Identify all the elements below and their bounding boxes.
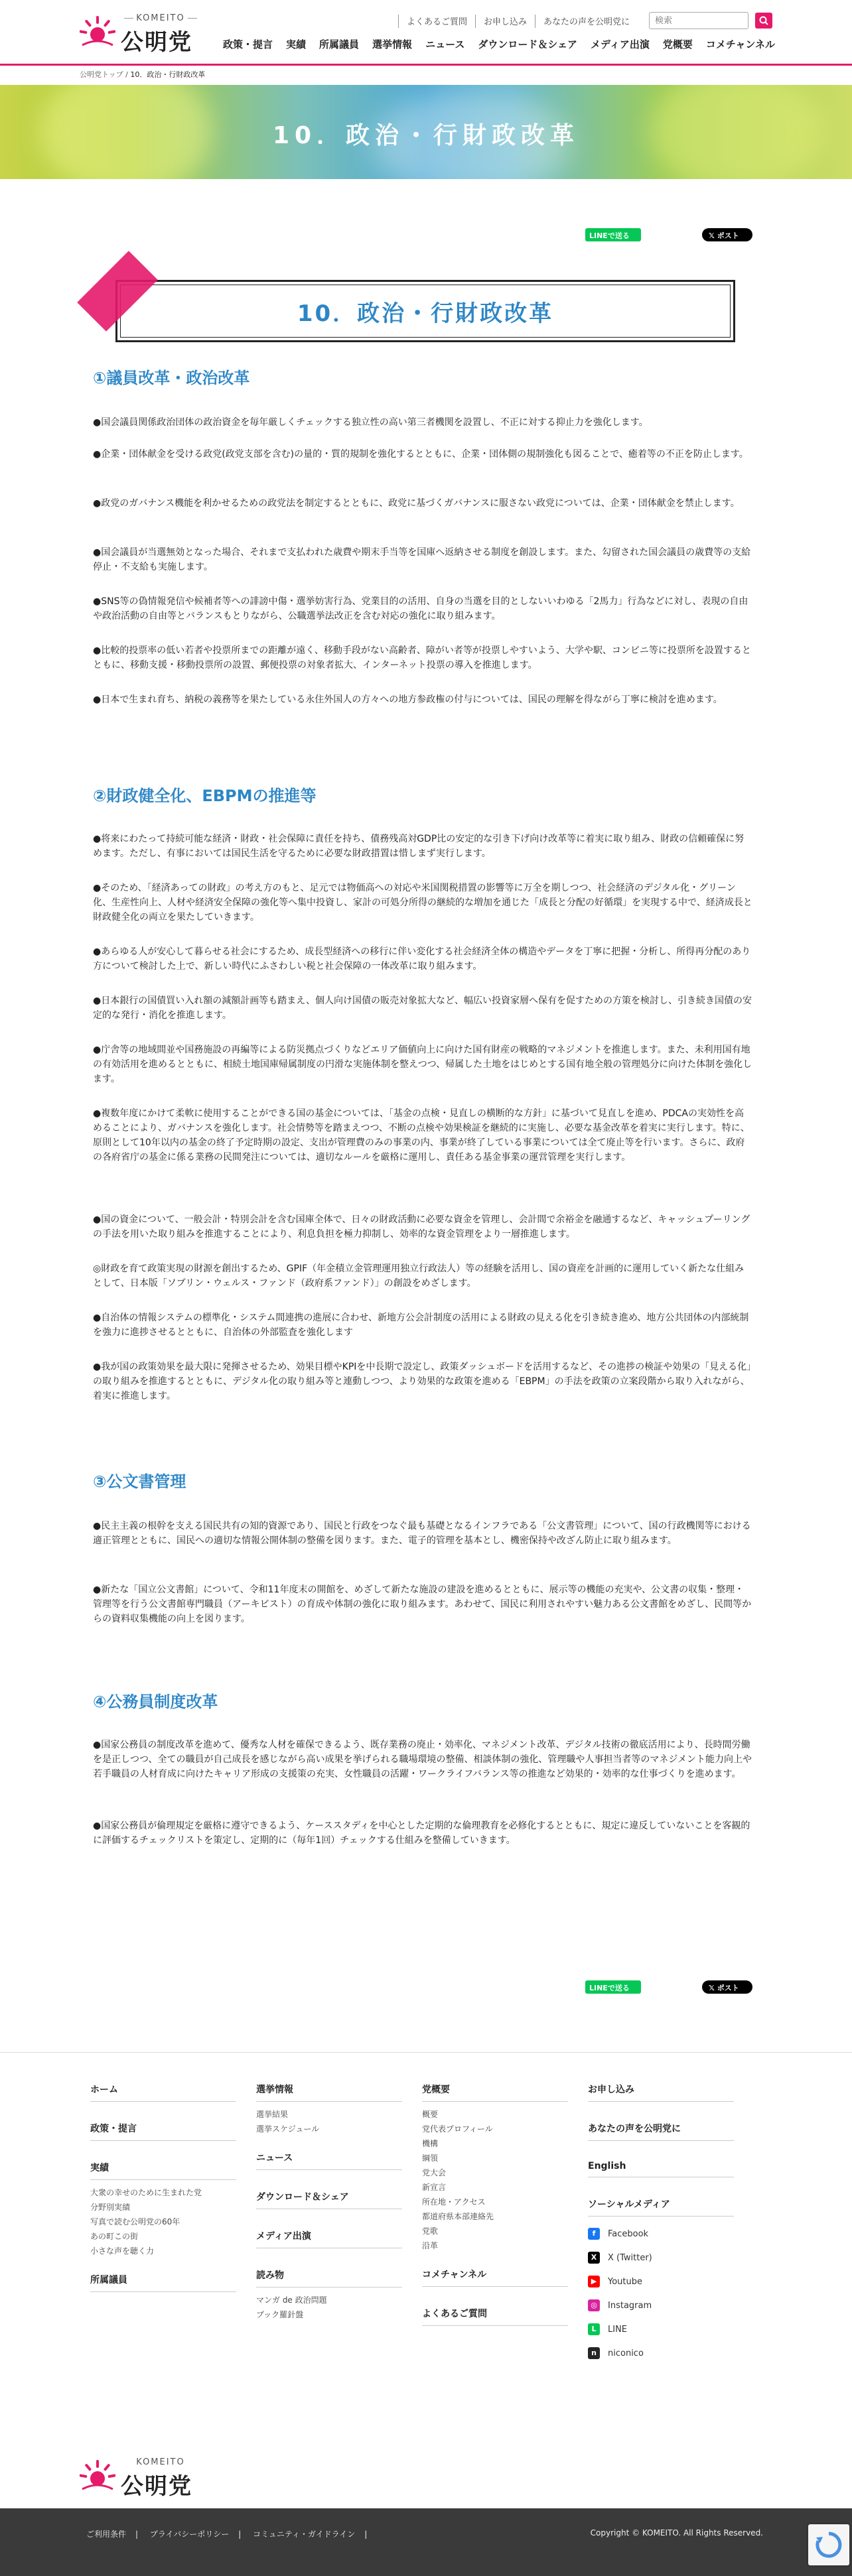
link-terms[interactable]: ご利用条件 (86, 2530, 127, 2539)
paragraph: ●新たな「国立公文書館」について、令和11年度末の開館を、めざして新たな施設の建設を進めるとともに、展示等の機能の充実や、公文書の収集・整理・管理等を行う公文書館専門職員（アーキビスト）の育成や体制の強化に取り組みます。あわせて、国民に利用されやすい魅力ある公文書館をめざし、民間等からの資料収集機能の向上を図ります。 (93, 1584, 752, 1624)
paragraph: ●庁舎等の地域間並や国務施設の再編等による防災拠点づくりなどエリア価値向上に向けた国有財産の戦略的マネジメントを推進します。また、未利用国有地の有効活用を進めるとともに、相続土地国庫帰属制度の円滑な実施体制を整えつつ、帰属した土地をはじめとする国有地全般の管理処分に向けた体制を強化します。 (93, 1045, 752, 1084)
link-community[interactable]: コミュニティ・ガイドライン (253, 2530, 356, 2539)
social-instagram[interactable] (588, 2293, 734, 2317)
social-x[interactable] (588, 2246, 734, 2270)
footer-col-2 (256, 2083, 402, 2322)
logo-english: KOMEITO (136, 2457, 185, 2467)
footer-sublink[interactable]: 機構 (422, 2139, 439, 2148)
paragraph: ●国家公務員が倫理規定を厳格に遵守できるよう、ケーススタディを中心とした定期的な倫理教育を必修化するとともに、規定に違反していないことを客観的に評価するチェックリストを策定し、定期的に（毎年1回）チェックする仕組みを整備していきます。 (93, 1821, 750, 1846)
paragraph: ●日本で生まれ育ち、納税の義務等を果たしている永住外国人の方々への地方参政権の付与については、国民の理解を得ながら丁寧に検討を進めます。 (93, 694, 723, 705)
paragraph: ●比較的投票率の低い若者や投票所までの距離が遠く、移動手段がない高齢者、障がい者等が投票しやすいよう、大学や駅、コンビニ等に投票所を設置するとともに、移動支援・移動投票所の設置、郵便投票の対象者拡大、インターネット投票の導入を推進します。 (93, 645, 751, 671)
x-post-button[interactable] (702, 1980, 752, 1994)
search-button[interactable] (755, 13, 772, 29)
paragraph: ●あらゆる人が安心して暮らせる社会にするため、成長型経済への移行に伴い変化する社会経済全体の構造やデータを丁寧に把握・分析し、所得再分配のあり方について検討した上で、新しい時代にふさわしい税と社会保障の一体改革に取り組みます。 (93, 946, 751, 972)
logo-english: KOMEITO (121, 13, 200, 23)
footer-sublink[interactable]: 党歌 (422, 2226, 439, 2236)
logo-japanese: 公明党 (121, 29, 192, 56)
footer-sublink[interactable]: 党代表プロフィール (422, 2124, 493, 2134)
paragraph: ●国の資金について、一般会計・特別会計を含む国庫全体で、日々の財政活動に必要な資金を管理し、会計間で余裕金を融通するなど、キャッシュプーリングの手法を用いた取り組みを推進することにより、利息負担を極力抑制し、効率的な資金管理をより一層推進します。 (93, 1214, 750, 1240)
footer-link-election[interactable]: 選挙情報 (256, 2083, 402, 2102)
paragraph: ●国家公務員の制度改革を進めて、優秀な人材を確保できるよう、既存業務の廃止・効率化、マネジメント改革、デジタル技術の徹底活用により、長時間労働を是正しつつ、全ての職員が自己成長を感じながら高い成果を挙げられる職場環境の整備、相談体制の強化、管理職や人事担当者等のマネジメント能力向上や若手職員の人材育成に向けたキャリア形成の支援策の充実、女性職員の活躍・ワークライフバランス等の推進など効果的・効率的な仕事づくりを進めます。 (93, 1740, 752, 1779)
instagram-icon: ◎ (588, 2299, 600, 2311)
footer-col-1 (90, 2083, 236, 2297)
header-divider (0, 64, 852, 66)
social-label: X (Twitter) (608, 2252, 652, 2263)
footer-sublink[interactable]: 綱領 (422, 2154, 439, 2163)
footer-sublink[interactable]: 選挙結果 (256, 2110, 289, 2119)
paragraph: ●国会議員関係政治団体の政治資金を毎年厳しくチェックする独立性の高い第三者機関を設置し、不正に対する抑止力を強化します。 (93, 417, 648, 428)
social-niconico[interactable] (588, 2341, 734, 2365)
logo-japanese: 公明党 (121, 2473, 192, 2500)
section-heading-2: ②財政健全化、EBPMの推進等 (93, 787, 317, 805)
link-privacy[interactable]: プライバシーポリシー (149, 2530, 230, 2539)
footer-sublink[interactable]: 党大会 (422, 2168, 447, 2177)
footer-link-reading[interactable]: 読み物 (256, 2268, 402, 2287)
nav-achievements[interactable]: 実績 (286, 38, 307, 50)
section-heading-3: ③公文書管理 (93, 1472, 186, 1491)
paragraph: ●政党のガバナンス機能を利かせるための政党法を制定するとともに、政党に基づくガバナンスに服さない政党については、企業・団体献金を禁止します。 (93, 498, 740, 509)
nav-members[interactable]: 所属議員 (319, 38, 360, 50)
footer-link-voice[interactable]: あなたの声を公明党に (588, 2122, 734, 2141)
footer-col-3 (422, 2083, 568, 2331)
paragraph: ●そのため、「経済あっての財政」の考え方のもと、足元では物価高への対応や米国関税措置の影響等に万全を期しつつ、社会経済のデジタル化・グリーン化、生産性向上、人材や経済安全保障の強化等へ集中投資し、家計の可処分所得の継続的な増加を通じた「成長と分配の好循環」を実現する中で、経済成長と財政健全化の両立を果たしていきます。 (93, 883, 752, 923)
x-post-button[interactable] (702, 228, 752, 241)
social-label: Facebook (608, 2228, 649, 2239)
komeito-sun-logo-icon (80, 2459, 115, 2494)
paragraph: ◎財政を育て政策実現の財源を創出するため、GPIF（年金積立金管理運用独立行政法人）等の経験を活用し、国の資産を計画的に運用していく新たな仕組みとして、日本版「ソブリン・ウェルス・ファンド（政府系ファンド）」の創設をめざします。 (93, 1263, 745, 1289)
footer-sublink[interactable]: あの町この街 (90, 2232, 139, 2241)
hero-banner (0, 85, 852, 179)
paragraph: ●将来にわたって持続可能な経済・財政・社会保障に責任を持ち、債務残高対GDP比の安定的な引き下げ向け改革等に着実に取り組み、財政の信頼確保に努めます。ただし、有事においては国民生活を守るために必要な財政措置は惜しまず実行します。 (93, 834, 745, 859)
footer-legal-links: ご利用条件 | プライバシーポリシー | コミュニティ・ガイドライン | (86, 2530, 368, 2539)
footer-col-4 (588, 2083, 734, 2365)
line-icon: L (588, 2323, 600, 2335)
section-heading-4: ④公務員制度改革 (93, 1693, 218, 1711)
social-label: niconico (608, 2348, 644, 2358)
site-logo[interactable] (80, 12, 206, 56)
footer-sublink[interactable]: 小さな声を聴く力 (90, 2246, 155, 2256)
x-icon: 𝕏 (709, 1984, 717, 1992)
nav-about[interactable]: 党概要 (662, 38, 693, 50)
util-link-voice[interactable]: あなたの声を公明党に (535, 15, 638, 28)
paragraph: ●複数年度にかけて柔軟に使用することができる国の基金については、「基金の点検・見直しの横断的な方針」に基づいて見直しを進め、PDCAの実効性を高めることにより、ガバナンスを強化します。社会情勢等を踏まえつつ、不断の点検や効果検証を継続的に実施し、必要な基金改革を着実に実行します。特に、原則として10年以内の基金の終了予定時期の設定、支出が管理費のみの事業の内、事業が終了している事業については全て廃止等を行います。さらに、政府の各府省庁の基金に係る業務の民間発注については、適切なルールを厳格に運用し、責任ある基金事業の運営管理を実行します。 (93, 1108, 750, 1163)
footer-link-news[interactable]: ニュース (256, 2151, 402, 2170)
social-facebook[interactable] (588, 2222, 734, 2246)
footer-sublink[interactable]: 沿革 (422, 2241, 439, 2250)
breadcrumb-separator: / (125, 70, 128, 79)
social-label: LINE (608, 2324, 628, 2335)
footer-link-achievements[interactable]: 実績 (90, 2161, 236, 2180)
footer-link-english[interactable]: English (588, 2161, 734, 2177)
paragraph: ●企業・団体献金を受ける政党(政党支部を含む)の量的・質的規制を強化するとともに、企業・団体側の規制強化も図ることで、癒着等の不正を防止します。 (93, 449, 748, 460)
komeito-sun-logo-icon (80, 15, 115, 50)
footer-sublink[interactable]: 所在地・アクセス (422, 2197, 486, 2207)
recaptcha-badge[interactable] (808, 2524, 849, 2565)
footer-sublink[interactable]: 選挙スケジュール (256, 2124, 320, 2134)
paragraph: ●日本銀行の国債買い入れ額の減額計画等も踏まえ、個人向け国債の販売対象拡大など、幅広い投資家層へ保有を促すための方策を検討し、引き続き国債の安定的な発行・消化を推進します。 (93, 996, 752, 1021)
social-youtube[interactable] (588, 2270, 734, 2293)
x-icon: 𝕏 (709, 231, 717, 240)
copyright: Copyright © KOMEITO. All Rights Reserved. (590, 2528, 763, 2538)
paragraph: ●SNS等の偽情報発信や候補者等への誹謗中傷・選挙妨害行為、党業目的の活用、自身の当選を目的としないいわゆる「2馬力」行為などに対し、表現の自由や政治活動の自由等とバランスもとりながら、公職選挙法改正を含む対応の強化に取り組みます。 (93, 596, 748, 621)
social-line[interactable] (588, 2317, 734, 2341)
site-header (0, 0, 852, 65)
search-icon (759, 16, 768, 25)
footer-bottom-bar (0, 2508, 852, 2576)
line-share-label: LINEで送る (589, 1984, 630, 1992)
footer-link-download[interactable]: ダウンロード＆シェア (256, 2190, 402, 2209)
nav-komechannel[interactable]: コメチャンネル (705, 38, 775, 50)
line-share-button[interactable] (585, 1980, 641, 1994)
utility-links (398, 15, 638, 28)
footer-link-home[interactable]: ホーム (90, 2083, 236, 2102)
footer-link-apply[interactable]: お申し込み (588, 2083, 734, 2102)
x-post-label: ポスト (717, 1984, 739, 1992)
facebook-icon: f (588, 2228, 600, 2240)
breadcrumb-current: 10．政治・行財政改革 (130, 70, 206, 79)
footer-sublink[interactable]: 分野別実績 (90, 2203, 131, 2212)
line-share-label: LINEで送る (589, 231, 630, 240)
global-nav (223, 37, 788, 51)
x-icon: X (588, 2252, 600, 2264)
breadcrumb-home[interactable]: 公明党トップ (80, 70, 123, 79)
social-label: Youtube (608, 2276, 642, 2287)
x-post-label: ポスト (717, 231, 739, 240)
paragraph: ●民主主義の根幹を支える国民共有の知的資源であり、国民と行政をつなぐ最も基礎となるインフラである「公文書管理」について、国の行政機関等における適正管理とともに、国民への適切な情報公開体制の整備を図ります。また、電子的管理を基本とし、機密保持や改ざん防止に取り組みます。 (93, 1521, 751, 1546)
social-label: Instagram (608, 2300, 652, 2311)
footer-link-policy[interactable]: 政策・提言 (90, 2122, 236, 2141)
hero-title: 10．政治・行財政改革 (272, 122, 580, 149)
nav-news[interactable]: ニュース (425, 38, 465, 50)
nav-download[interactable]: ダウンロード＆シェア (478, 38, 578, 50)
footer-social-heading: ソーシャルメディア (588, 2197, 734, 2217)
paragraph: ●国会議員が当選無効となった場合、それまで支払われた歳費や期末手当等を国庫へ返納させる制度を創設します。また、勾留された国会議員の歳費等の支給停止・不支給も実施します。 (93, 547, 751, 572)
footer-link-media[interactable]: メディア出演 (256, 2229, 402, 2248)
footer-sublink[interactable]: 大衆の幸せのために生まれた党 (90, 2188, 202, 2197)
footer-sublink[interactable]: 写真で読む公明党の60年 (90, 2217, 180, 2226)
page-title: 10．政治・行財政改革 (297, 300, 554, 327)
nav-policy[interactable]: 政策・提言 (223, 38, 273, 50)
footer-link-faq[interactable]: よくあるご質問 (422, 2307, 568, 2326)
footer-sublink[interactable]: ブック羅針盤 (256, 2310, 304, 2319)
util-link-faq[interactable]: よくあるご質問 (398, 15, 475, 28)
paragraph: ●我が国の政策効果を最大限に発揮させるため、効果目標やKPIを中長期で設定し、政策ダッシュボードを活用するなど、その進捗の検証や効果の「見える化」の取り組みを推進するとともに、デジタル化の取り組み等と連動しつつ、より効果的な政策を進める「EBPM」の手法を政策の立案段階から取り入れながら、着実に推進します。 (93, 1362, 752, 1401)
recaptcha-icon (808, 2524, 849, 2565)
footer-divider (0, 2052, 852, 2053)
footer-sublink[interactable]: 概要 (422, 2110, 439, 2119)
paragraph: ●自治体の情報システムの標準化・システム間連携の進展に合わせ、新地方公会計制度の活用による財政の見える化を引き続き進め、地方公共団体の内部統制を強力に進捗させるとともに、自治体の外部監査を強化します (93, 1313, 749, 1338)
footer-sublink[interactable]: 新宣言 (422, 2183, 447, 2192)
footer-logo[interactable] (80, 2456, 206, 2500)
footer-sublink[interactable]: 都道府県本部連絡先 (422, 2212, 494, 2221)
line-share-button[interactable] (585, 228, 641, 241)
footer-sublink[interactable]: マンガ de 政治問題 (256, 2295, 327, 2305)
nav-election[interactable]: 選挙情報 (372, 38, 413, 50)
util-link-apply[interactable]: お申し込み (475, 15, 535, 28)
nav-media[interactable]: メディア出演 (591, 38, 650, 50)
youtube-icon: ▶ (588, 2276, 600, 2287)
footer-link-komechannel[interactable]: コメチャンネル (422, 2268, 568, 2287)
breadcrumb (80, 69, 205, 80)
search-input[interactable] (649, 12, 748, 29)
footer-link-members[interactable]: 所属議員 (90, 2273, 236, 2292)
footer-link-about[interactable]: 党概要 (422, 2083, 568, 2102)
section-heading-1: ①議員改革・政治改革 (93, 369, 250, 387)
niconico-icon: n (588, 2347, 600, 2359)
page-title-box (115, 280, 735, 342)
